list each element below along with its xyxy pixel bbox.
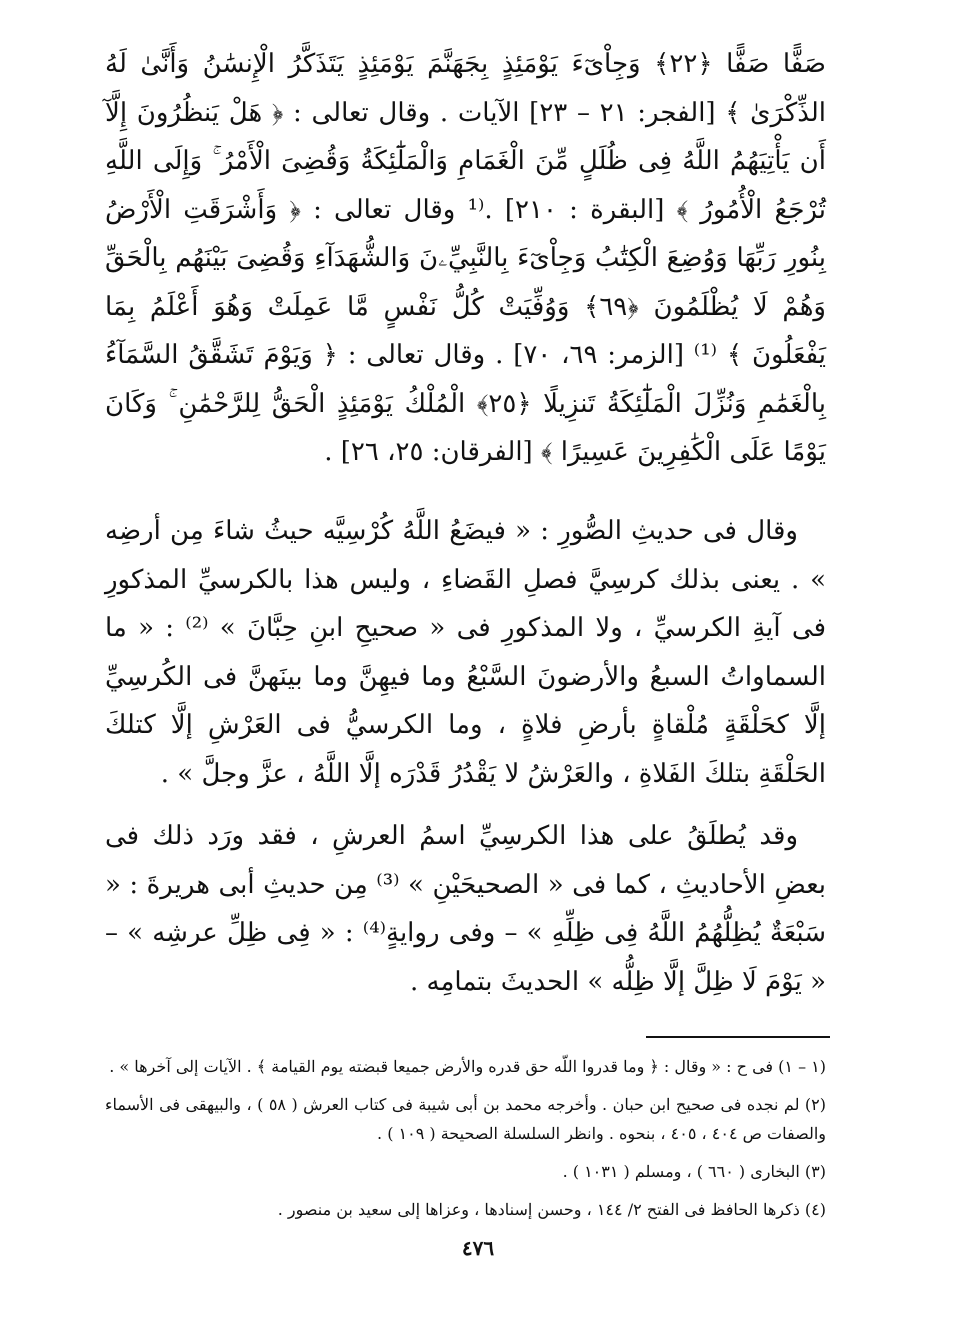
footnote-separator [646, 1036, 830, 1038]
footnotes [105, 1052, 826, 1224]
footnote-3: (٣) البخارى ( ٦٦٠ ) ، ومسلم ( ١٠٣١ ) . [562, 1162, 826, 1181]
footnote-1: (١ – ١) فى ح : « وقال : ﴿ وما قدروا اللّه حق قدره والأرض جميعا قبضته يوم القيامة ﴾ . الآيات إلى آخرها » . [109, 1057, 826, 1076]
paragraph-hadith-sur: وقال فى حديثِ الصُّورِ : « فيضَعُ اللَّهُ كُرْسِيَّه حيثُ شاءَ مِن أرضِه » . يعنى بذلك كرسِيَّ فصلِ القَضاءِ ، وليس هذا بالكرسيِّ المذكورِ فى آيةِ الكرسيِّ ، ولا المذكورِ فى « صحيحِ ابنِ حِبَّانَ » ⁽²⁾ : « ما السماواتُ السبعُ والأرضونَ السَّبْعُ وما فيهِنَّ وما بينَهنَّ فى الكُرسِيِّ إلَّا كحَلْقَةٍ مُلْقاةٍ بأرضِ فلاةٍ ، وما الكرسيُّ فى العَرْشِ إلَّا كتلكَ الحَلْقَةِ بتلكَ الفَلاةِ ، والعَرْشُ لا يَقْدُرُ قَدْرَه إلَّا اللَّهُ ، عزَّ وجلَّ » . [105, 516, 826, 789]
page-number: ٤٧٦ [461, 1236, 495, 1260]
footnote-separator-wrap [105, 1036, 830, 1038]
paragraph-quran-verses: صَفًّا صَفًّا ﴿٢٢﴾ وَجِاْىٓءَ يَوْمَئِذٍ بِجَهَنَّمَ يَوْمَئِذٍ يَتَذَكَّرُ الْإِنسَٰنُ وَأَنَّىٰ لَهُ الذِّكْرَىٰ ﴾ [الفجر: ٢١ – ٢٣] الآيات . وقال تعالى : ﴿ هَلْ يَنظُرُونَ إِلَّآ أَن يَأْتِيَهُمُ اللَّهُ فِى ظُلَلٍ مِّنَ الْغَمَامِ وَالْمَلَٰٓئِكَةُ وَقُضِىَ الْأَمْرُ ۚ وَإِلَى اللَّهِ تُرْجَعُ الْأُمُورُ ﴾ [البقرة : ٢١٠] .⁽¹ وقال تعالى : ﴿ وَأَشْرَقَتِ الْأَرْضُ بِنُورِ رَبِّهَا وَوُضِعَ الْكِتَٰبُ وَجِاْىٓءَ بِالنَّبِيِّۦنَ وَالشُّهَدَآءِ وَقُضِىَ بَيْنَهُم بِالْحَقِّ وَهُمْ لَا يُظْلَمُونَ ﴿٦٩﴾ وَوُفِّيَتْ كُلُّ نَفْسٍ مَّا عَمِلَتْ وَهُوَ أَعْلَمُ بِمَا يَفْعَلُونَ ﴾ ⁽¹⁾ [الزمر: ٦٩، ٧٠] . وقال تعالى : ﴿ وَيَوْمَ تَشَقَّقُ السَّمَآءُ بِالْغَمَٰمِ وَنُزِّلَ الْمَلَٰٓئِكَةُ تَنزِيلًا ﴿٢٥﴾ الْمُلْكُ يَوْمَئِذٍ الْحَقُّ لِلرَّحْمَٰنِ ۚ وَكَانَ يَوْمًا عَلَى الْكَٰفِرِينَ عَسِيرًا ﴾ [الفرقان: ٢٥، ٢٦] . [105, 49, 827, 467]
main-text [105, 40, 826, 1006]
paragraph-kursi-arsh: وقد يُطلَقُ على هذا الكرسِيِّ اسمُ العرشِ ، فقد ورَد ذلك فى بعضِ الأحاديثِ ، كما فى « الصحيحَيْنِ » ⁽³⁾ مِن حديثِ أبى هريرةَ : « سَبْعَةٌ يُظِلُّهُمُ اللَّهُ فِى ظِلِّهِ » – وفى روايةٍ⁽⁴⁾ : « فِى ظِلِّ عرشِه » – « يَوْمَ لَا ظِلَّ إلَّا ظِلُّه » الحديثَ بتمامِه . [105, 821, 826, 997]
footnote-2: (٢) لم نجده فى صحيح ابن حبان . وأخرجه محمد بن أبى شيبة فى كتاب العرش ( ٥٨ ) ، والبيهقى فى الأسماء والصفات ص ٤٠٤ ، ٤٠٥ ، بنحوه . وانظر السلسلة الصحيحة ( ١٠٩ ) . [105, 1095, 826, 1143]
footnote-4: (٤) ذكرها الحافظ فى الفتح ٢/ ١٤٤ ، وحسن إسنادها ، وعزاها إلى سعيد بن منصور . [277, 1200, 826, 1219]
